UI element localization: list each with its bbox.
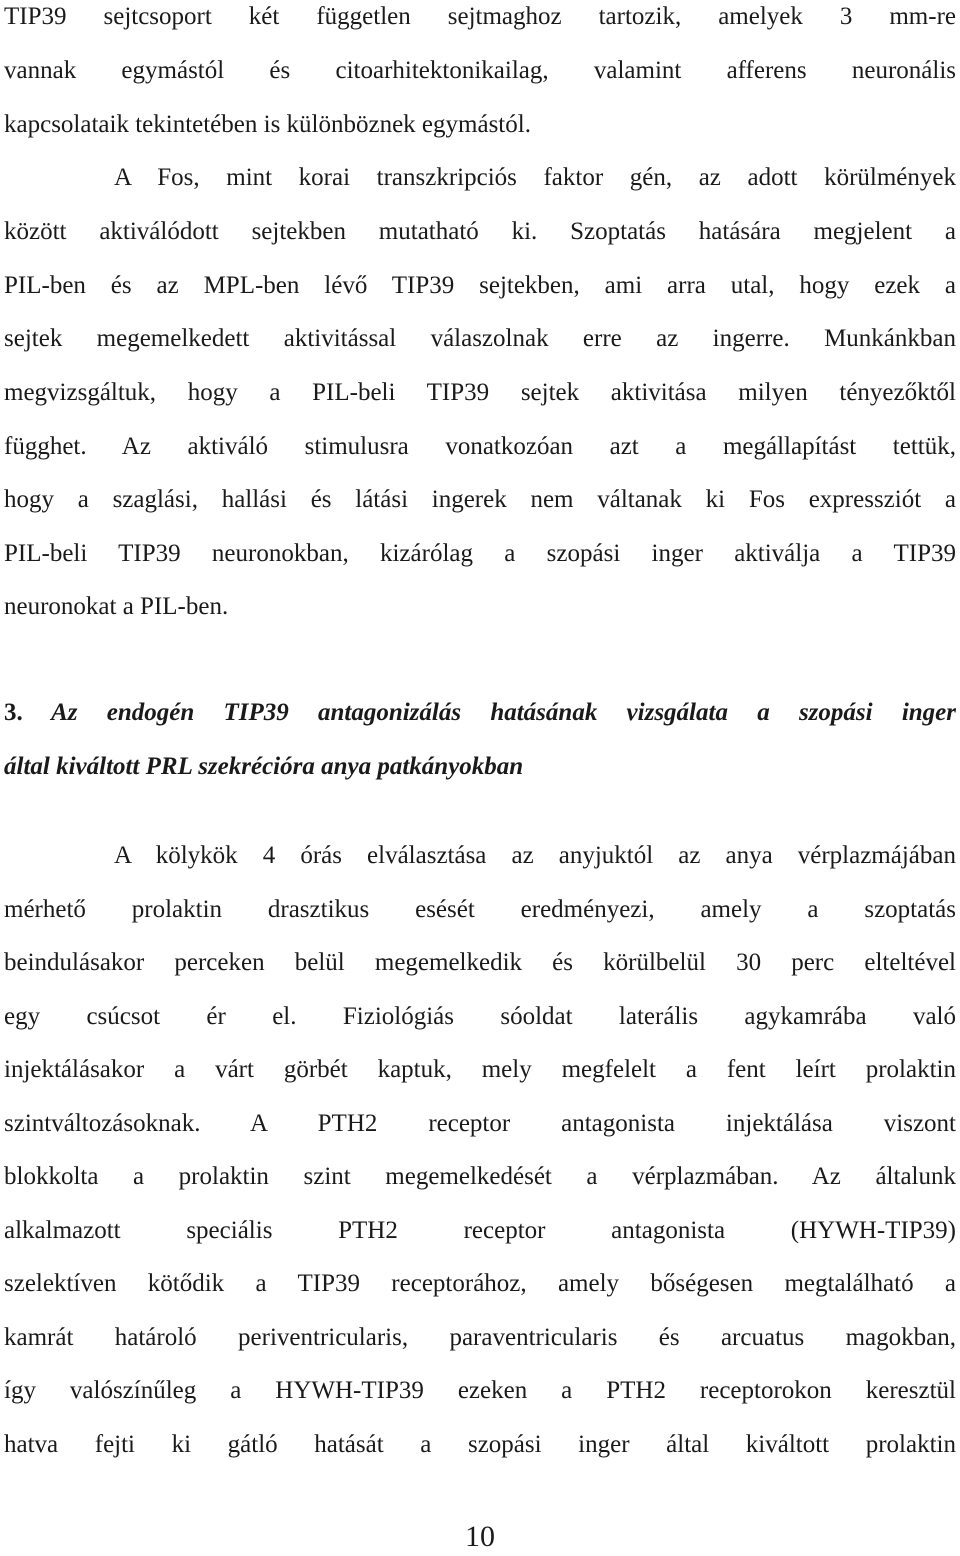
heading-line bbox=[4, 698, 956, 728]
text-line: szintváltozásoknak. A PTH2 receptor antagonista injektálása viszont bbox=[4, 1110, 956, 1137]
text-line: neuronokat a PIL-ben. bbox=[4, 593, 229, 620]
text-line: TIP39 sejtcsoport két független sejtmaghoz tartozik, amelyek 3 mm-re bbox=[4, 3, 956, 30]
text-line: kamrát határoló periventricularis, paraventricularis és arcuatus magokban, bbox=[4, 1324, 956, 1351]
text-line: megvizsgáltuk, hogy a PIL-beli TIP39 sejtek aktivitása milyen tényezőktől bbox=[4, 379, 956, 406]
text-line: vannak egymástól és citoarhitektonikailag, valamint afferens neuronális bbox=[4, 57, 956, 84]
text-line: mérhető prolaktin drasztikus esését eredményezi, amely a szoptatás bbox=[4, 896, 956, 923]
text-line: között aktiválódott sejtekben mutatható ki. Szoptatás hatására megjelent a bbox=[4, 218, 956, 245]
text-line: egy csúcsot ér el. Fiziológiás sóoldat laterális agykamrába való bbox=[4, 1003, 956, 1030]
text-line: hatva fejti ki gátló hatását a szopási inger által kiváltott prolaktin bbox=[4, 1431, 956, 1458]
text-line: beindulásakor perceken belül megemelkedik és körülbelül 30 perc elteltével bbox=[4, 949, 956, 976]
text-line: blokkolta a prolaktin szint megemelkedését a vérplazmában. Az általunk bbox=[4, 1163, 956, 1190]
text-line: hogy a szaglási, hallási és látási ingerek nem váltanak ki Fos expressziót a bbox=[4, 486, 956, 513]
text-line: függhet. Az aktiváló stimulusra vonatkozóan azt a megállapítást tettük, bbox=[4, 433, 956, 460]
text-line: alkalmazott speciális PTH2 receptor antagonista (HYWH-TIP39) bbox=[4, 1217, 956, 1244]
text-line: kapcsolataik tekintetében is különböznek egymástól. bbox=[4, 111, 531, 138]
text-line: A Fos, mint korai transzkripciós faktor gén, az adott körülmények bbox=[114, 164, 956, 191]
text-line: PIL-beli TIP39 neuronokban, kizárólag a szopási inger aktiválja a TIP39 bbox=[4, 540, 956, 567]
text-line: injektálásakor a várt görbét kaptuk, mely megfelelt a fent leírt prolaktin bbox=[4, 1056, 956, 1083]
text-line: A kölykök 4 órás elválasztása az anyjuktól az anya vérplazmájában bbox=[114, 842, 956, 869]
text-line: szelektíven kötődik a TIP39 receptorához, amely bőségesen megtalálható a bbox=[4, 1270, 956, 1297]
heading-text: Az endogén TIP39 antagonizálás hatásának vizsgálata a szopási inger bbox=[51, 699, 956, 726]
text-line: PIL-ben és az MPL-ben lévő TIP39 sejtekben, ami arra utal, hogy ezek a bbox=[4, 272, 956, 299]
text-line: sejtek megemelkedett aktivitással válaszolnak erre az ingerre. Munkánkban bbox=[4, 325, 956, 352]
text-line: így valószínűleg a HYWH-TIP39 ezeken a PTH2 receptorokon keresztül bbox=[4, 1377, 956, 1404]
section-number: 3. bbox=[4, 699, 23, 726]
page-number: 10 bbox=[465, 1520, 495, 1553]
heading-line: által kiváltott PRL szekrécióra anya patkányokban bbox=[4, 753, 524, 780]
